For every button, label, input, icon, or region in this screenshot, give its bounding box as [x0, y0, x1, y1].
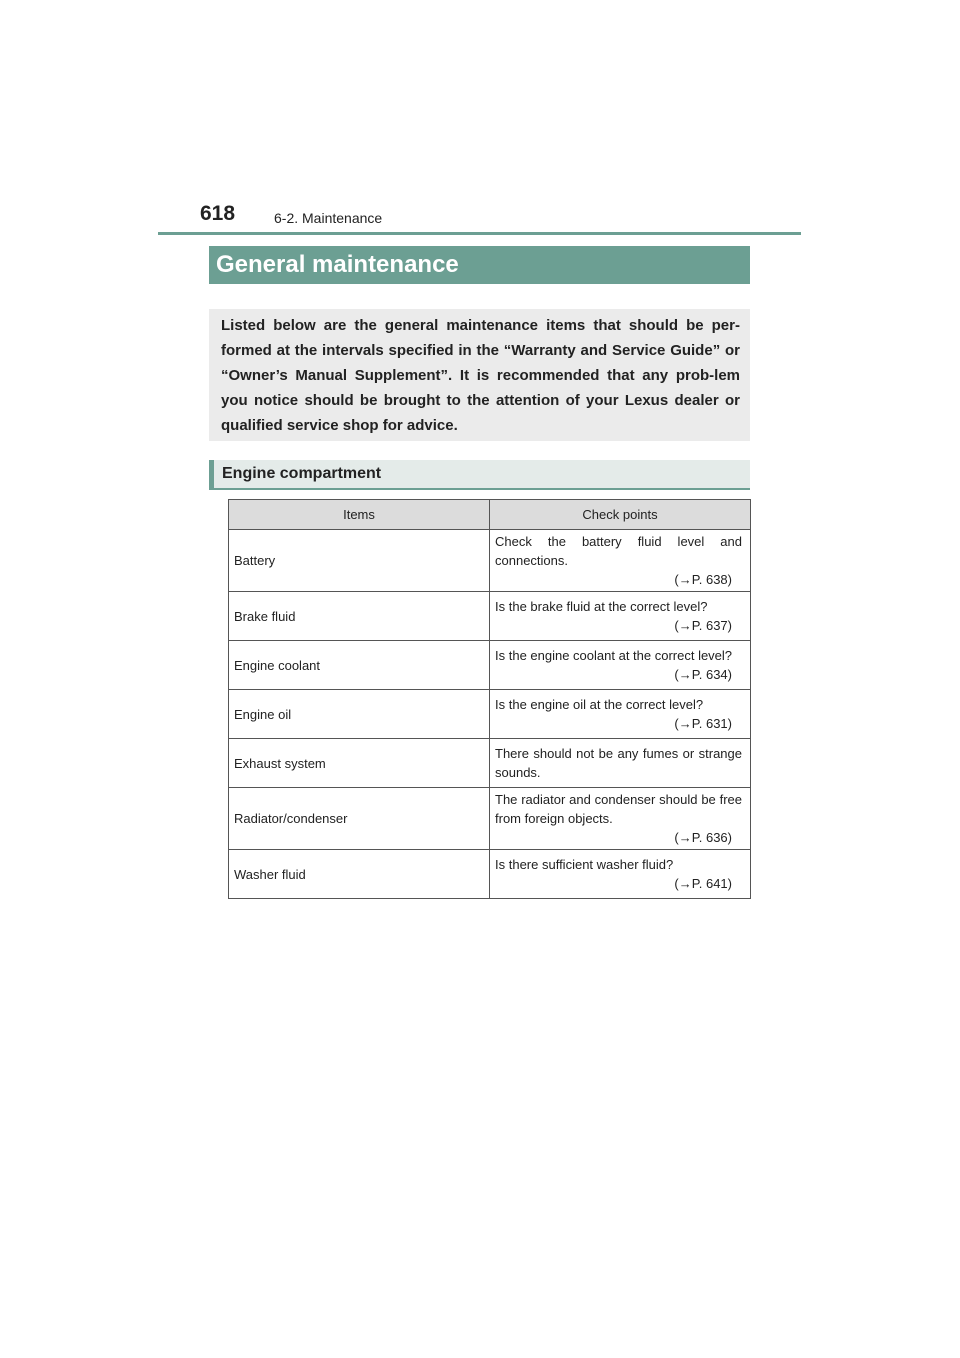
check-text: Is the brake fluid at the correct level? — [495, 599, 708, 614]
table-row — [229, 530, 751, 592]
page-number: 618 — [200, 202, 236, 225]
item-name: Engine oil — [229, 690, 490, 739]
item-name: Washer fluid — [229, 850, 490, 899]
section-label: 6-2. Maintenance — [274, 210, 383, 226]
header-divider — [158, 232, 801, 235]
intro-box — [209, 309, 750, 441]
page-reference: (→P. 638) — [674, 572, 732, 587]
subsection-title: Engine compartment — [209, 460, 750, 490]
maintenance-table — [228, 499, 751, 899]
check-point — [490, 641, 751, 690]
table-row — [229, 850, 751, 899]
page-reference: (→P. 636) — [674, 830, 732, 845]
check-point — [490, 530, 751, 592]
check-text: Check the battery fluid level and connections. — [495, 534, 742, 568]
check-point — [490, 850, 751, 899]
table-row — [229, 690, 751, 739]
column-header-items: Items — [229, 500, 490, 530]
table-row — [229, 739, 751, 788]
table-row — [229, 788, 751, 850]
page-reference: (→P. 637) — [674, 618, 732, 633]
table-header-row — [229, 500, 751, 530]
check-point — [490, 592, 751, 641]
page-title: General maintenance — [209, 246, 750, 284]
page-reference: (→P. 634) — [674, 667, 732, 682]
intro-text: Listed below are the general maintenance items that should be per-formed at the intervals specified in the “Warranty and Service Guide” or “Owner’s Manual Supplement”. It is recommended that any prob-lem you notice should be brought to the attention of your Lexus dealer or qualified service shop for advice. — [221, 317, 740, 434]
table-row — [229, 641, 751, 690]
page-reference: (→P. 631) — [674, 716, 732, 731]
item-name: Radiator/condenser — [229, 788, 490, 850]
check-point — [490, 788, 751, 850]
column-header-check-points: Check points — [490, 500, 751, 530]
check-text: Is the engine oil at the correct level? — [495, 697, 704, 712]
page-reference: (→P. 641) — [674, 876, 732, 891]
check-point — [490, 690, 751, 739]
check-text: There should not be any fumes or strange sounds. — [495, 746, 742, 780]
item-name: Engine coolant — [229, 641, 490, 690]
item-name: Battery — [229, 530, 490, 592]
table-row — [229, 592, 751, 641]
check-text: Is the engine coolant at the correct level? — [495, 648, 733, 663]
item-name: Brake fluid — [229, 592, 490, 641]
check-text: The radiator and condenser should be free from foreign objects. — [495, 792, 742, 826]
item-name: Exhaust system — [229, 739, 490, 788]
check-text: Is there sufficient washer fluid? — [495, 857, 674, 872]
check-point — [490, 739, 751, 788]
